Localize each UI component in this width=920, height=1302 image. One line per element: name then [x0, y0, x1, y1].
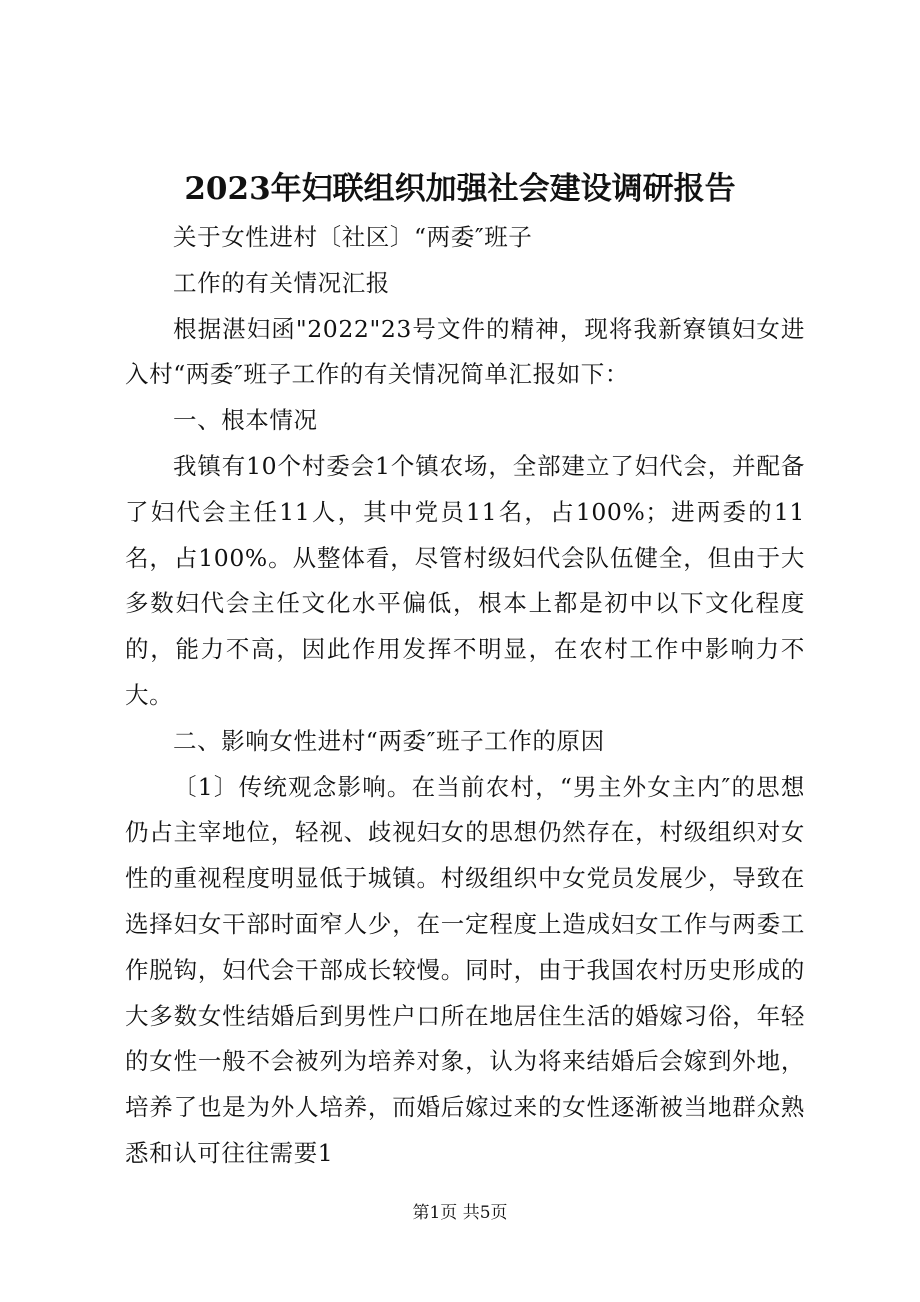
paragraph-subtitle-line-2: 工作的有关情况汇报 — [173, 268, 390, 297]
document-title: 2023年妇联组织加强社会建设调研报告 — [184, 171, 736, 207]
section-heading-basic-situation: 一、根本情况 — [173, 406, 318, 435]
document-body — [125, 215, 805, 1177]
paragraph-basic-situation: 我镇有10个村委会1个镇农场，全部建立了妇代会，并配备了妇代会主任11人，其中党员11名，占100%；进两委的11名，占100%。从整体看，尽管村级妇代会队伍健全，但由于大多数妇代会主任文化水平偏低，根本上都是初中以下文化程度的，能力不高，因此作用发挥不明显，在农村工作中影响力不大。 — [125, 451, 805, 709]
paragraph-traditional-concepts: 〔1〕传统观念影响。在当前农村，“男主外女主内″的思想仍占主宰地位，轻视、歧视妇女的思想仍然存在，村级组织对女性的重视程度明显低于城镇。村级组织中女党员发展少，导致在选择妇女干部时面窄人少，在一定程度上造成妇女工作与两委工作脱钩，妇代会干部成长较慢。同时，由于我国农村历史形成的大多数女性结婚后到男性户口所在地居住生活的婚嫁习俗，年轻的女性一般不会被列为培养对象，认为将来结婚后会嫁到外地，培养了也是为外人培养，而婚后嫁过来的女性逐渐被当地群众熟悉和认可往往需要1 — [125, 772, 805, 1167]
paragraph-subtitle-line-1: 关于女性进村〔社区〕“两委″班子 — [173, 223, 533, 251]
page-footer: 第1页 共5页 — [412, 1203, 508, 1223]
section-heading-reasons: 二、影响女性进村“两委″班子工作的原因 — [173, 726, 605, 755]
paragraph-intro: 根据湛妇函"2022"23号文件的精神，现将我新寮镇妇女进入村“两委″班子工作的有关情况简单汇报如下： — [125, 314, 805, 389]
